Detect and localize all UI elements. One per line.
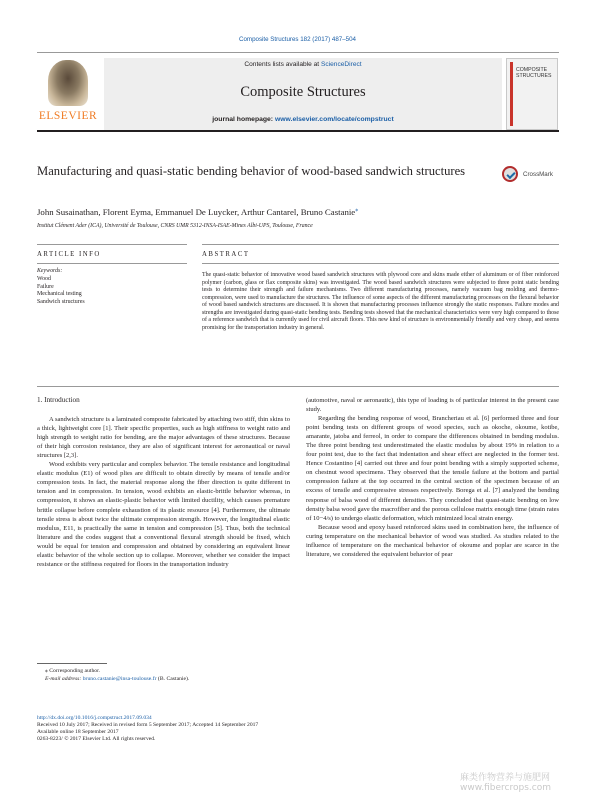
intro-paragraph: (automotive, naval or aeronautic), this type of loading is of particular interest in the present case study. <box>306 397 559 414</box>
site-watermark: 麻类作物营养与施肥网 www.fibercrops.com <box>460 773 551 793</box>
history-available: Available online 18 September 2017 <box>37 729 119 735</box>
intro-paragraph: Wood exhibits very particular and complex behavior. The tensile resistance and longitudinal elastic modulus (E1) of wood plies are difficult to obtain directly by means of tensile and/or compression tests. In fact, the material response along the fiber direction is quite different in tension and in compression. In tension, wood exhibits an elastic-brittle behavior whereas, in compression, it shows an elastic-plastic behavior with limited ductility, which causes premature brittle collapse before complete exhaustion of its plastic resource [4]. Furthermore, the ultimate tensile stress is about twice the ultimate compression strength. However, the longitudinal elastic modulus, E11, is practically the same in tension and compression [5]. Thus, both the technical literature and the codes suggest that a conventional flexural strength should be fixed, which would be equal for tension and compression and obtained by considering an equivalent linear elastic behavior of the whole section up to collapse. Moreover, whether we consider the impact resistance or the stiffness required for floors in the transportation industry <box>37 461 290 568</box>
email-label: E-mail address: <box>45 676 83 682</box>
journal-reference[interactable]: Composite Structures 182 (2017) 487–504 <box>239 36 356 43</box>
publisher-name: ELSEVIER <box>38 110 98 122</box>
contents-prefix: Contents lists available at <box>244 61 321 68</box>
email-suffix: (B. Castanie). <box>156 676 190 682</box>
authors-text: John Susainathan, Florent Eyma, Emmanuel De Luycker, Arthur Cantarel, Bruno Castanie <box>37 206 356 217</box>
author-list <box>37 206 559 217</box>
journal-info-box <box>104 58 502 130</box>
elsevier-tree-icon <box>48 60 88 106</box>
crossmark-badge[interactable] <box>502 166 560 188</box>
crossmark-icon <box>502 166 518 182</box>
elsevier-logo[interactable] <box>38 58 98 130</box>
copyright-line: 0263-8223/ © 2017 Elsevier Ltd. All rights reserved. <box>37 736 156 742</box>
intro-paragraph: A sandwich structure is a laminated composite fabricated by attaching two stiff, thin skins to a thick, lightweight core [1]. Their specific properties, such as high stiffness to weight ratio and high strength to weight ratio for bending, are the major advantages of these structures. Because of their high corrosion resistance, they are also of significant interest for aeronautical or naval structures [2,3]. <box>37 416 290 460</box>
homepage-line <box>104 116 502 123</box>
email-link[interactable]: bruno.castanie@insa-toulouse.fr <box>82 676 157 682</box>
homepage-link[interactable]: www.elsevier.com/locate/compstruct <box>274 116 394 123</box>
cover-title: COMPOSITE STRUCTURES <box>516 67 552 79</box>
intro-left-column <box>37 396 290 569</box>
keywords-label: Keywords: <box>37 268 63 274</box>
abstract-rule-top <box>202 244 559 245</box>
journal-cover-thumbnail[interactable] <box>506 58 558 130</box>
abstract-rule-bottom <box>202 263 559 264</box>
homepage-prefix: journal homepage: <box>212 116 275 123</box>
contents-line <box>104 61 502 68</box>
corresponding-author-mark[interactable]: ⁎ <box>355 207 359 213</box>
email-line <box>45 676 495 683</box>
keyword-item: Sandwich structures <box>37 298 85 305</box>
keyword-list <box>37 276 85 306</box>
article-title: Manufacturing and quasi-static bending behavior of wood-based sandwich structures <box>37 164 466 178</box>
abstract-heading: ABSTRACT <box>202 251 250 258</box>
intro-paragraph: Because wood and epoxy based reinforced skins used in combination here, the influence of curing temperature on the mechanical behavior of wood was studied. As studies related to the influence of temperature on the mechanical behavior of okoume and poplar are scarce in the literature, we considered the equivalent behavior of pear <box>306 523 559 558</box>
history-received: Received 10 July 2017; Received in revised form 5 September 2017; Accepted 14 September 2017 <box>37 722 259 728</box>
corresponding-author-note: ⁎ Corresponding author. <box>45 668 101 674</box>
affiliation: Institut Clément Ader (ICA), Université de Toulouse, CNRS UMR 5312-INSA-ISAE-Mines Albi-UPS, Toulouse, France <box>37 223 313 229</box>
body-divider <box>37 386 559 387</box>
doi-link[interactable] <box>37 715 497 722</box>
article-info-rule-top <box>37 244 187 245</box>
journal-title: Composite Structures <box>240 84 366 100</box>
intro-paragraph: Regarding the bending response of wood, Brancheriau et al. [6] performed three and four point bending tests on different groups of wood species, such as okoche, okoume, kotibe, amarante, jatoba and ferreol, in order to compare the differences obtained in bending modulus. The three point bending test underestimated the elastic modulus by about 19% in relation to a four point test, due to the fact that indentation and shear effect are neglected in the former test. Hence Costantino [4] carried out three and four point bending with a simply supported scheme, on chestnut wood specimens. They observed that the tensile failure at the bottom and partial compression failure at the top occurred in the central section of the specimen because of an excess of tensile and compressive stresses respectively. Borega et al. [7] analyzed the bending response of balsa wood of different densities. They concluded that quasi-static bending on low density balsa wood gave the macrofiber and the porous cellulose matrix enough time (strain rates of 10−4/s) to undergo elastic deformation, which minimized local strain energy. <box>306 415 559 522</box>
intro-heading: 1. Introduction <box>37 396 80 404</box>
cover-accent-bar <box>510 62 513 126</box>
article-info-rule-bottom <box>37 263 187 264</box>
doi-text[interactable]: http://dx.doi.org/10.1016/j.compstruct.2017.09.034 <box>37 715 152 721</box>
crossmark-label: CrossMark <box>523 171 553 178</box>
abstract-text: The quasi-static behavior of innovative wood based sandwich structures with plywood core and skins made either of aluminum or of fiber reinforced polymer (carbon, glass or flax composite skins) was investigated. The wood based sandwich structures were subjected to three point static bending tests to determine their strength and failure mechanisms. Two different manufacturing processes, namely vacuum bag molding and thermo-compression, were used to manufacture the structures. The influence of some aspects of the different manufacturing processes on the flexural behavior of wood based sandwich structures are discussed. It is shown that manufacturing processes influence strongly the static responses. Failure modes and strengths are investigated during quasi-static bending tests. Bending tests showed that the mechanical characteristics were very high compared to those of a reference sandwich that is currently used for civil aircraft floors. This new kind of structure is environmentally friendly and very cheap, and seems promising for the transportation industry in general. <box>202 272 559 331</box>
footnote-rule <box>37 663 107 664</box>
keyword-item: Wood <box>37 276 51 282</box>
sciencedirect-link[interactable]: ScienceDirect <box>320 61 362 68</box>
keyword-item: Mechanical testing <box>37 291 82 298</box>
article-info-heading: ARTICLE INFO <box>37 251 101 258</box>
intro-right-column <box>306 396 559 559</box>
keyword-item: Failure <box>37 283 54 290</box>
